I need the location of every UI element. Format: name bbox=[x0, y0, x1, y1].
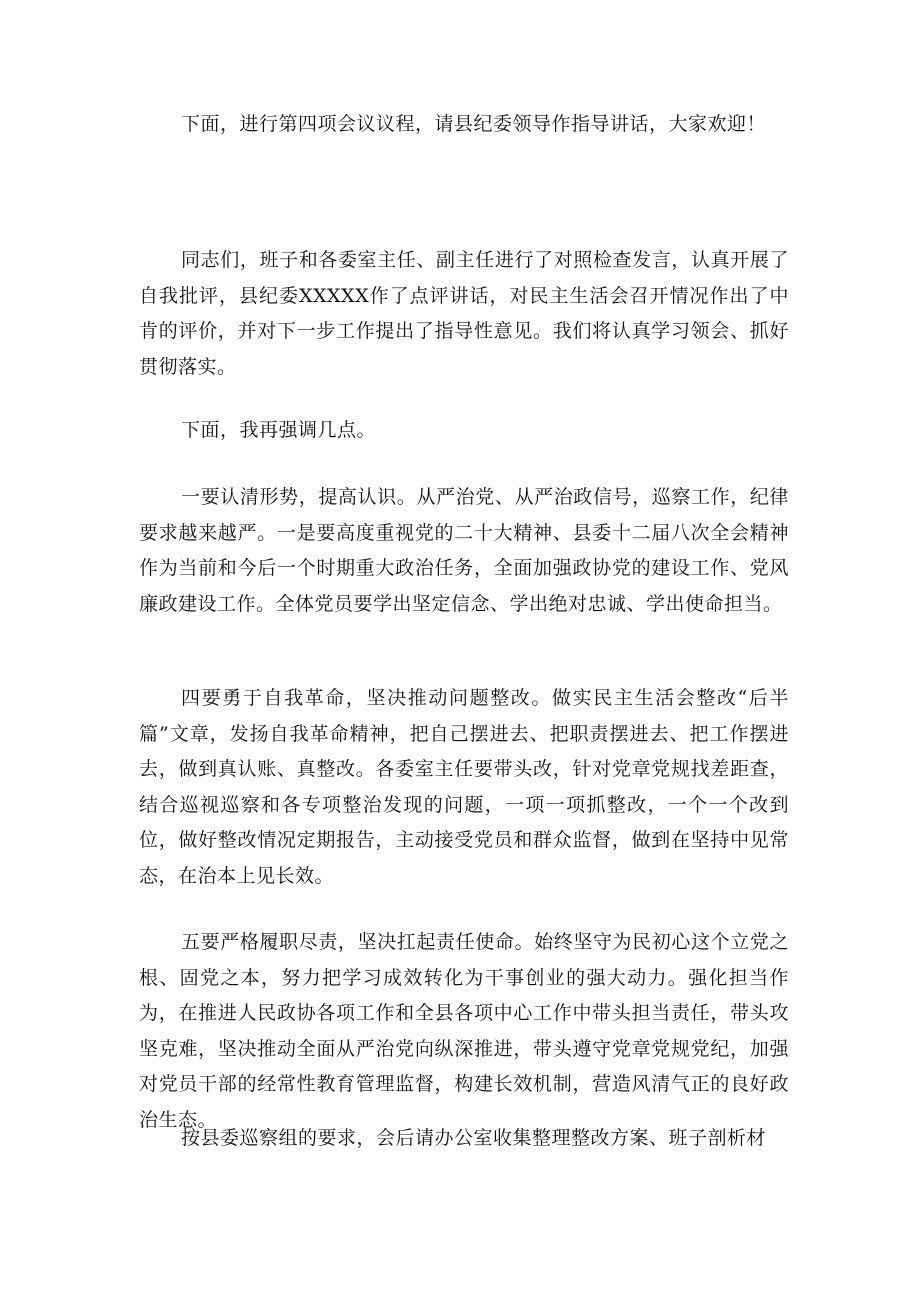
paragraph-emphasis-intro: 下面，我再强调几点。 bbox=[181, 419, 377, 441]
paragraph-point-one: 一要认清形势，提高认识。从严治党、从严治政信号，巡察工作，纪律要求越来越严。一是要高度重视党的二十大精神、县委十二届八次全会精神作为当前和今后一个时期重大政治任务，全面加强政协党的建设工作、党风廉政建设工作。全体党员要学出坚定信念、学出绝对忠诚、学出使命担当。 bbox=[139, 486, 789, 615]
paragraph-point-four: 四要勇于自我革命，坚决推动问题整改。做实民主生活会整改“后半篇”文章，发扬自我革命精神，把自己摆进去、把职责摆进去、把工作摆进去，做到真认账、真整改。各委室主任要带头改，针对党章党规找差距查，结合巡视巡察和各专项整治发现的问题，一项一项抓整改，一个一个改到位，做好整改情况定期报告，主动接受党员和群众监督，做到在坚持中见常态，在治本上见长效。 bbox=[139, 687, 789, 887]
paragraph-summary: 同志们，班子和各委室主任、副主任进行了对照检查发言，认真开展了自我批评，县纪委XXXXX作了点评讲话，对民主生活会召开情况作出了中肯的评价，并对下一步工作提出了指导性意见。我们将认真学习领会、抓好贯彻落实。 bbox=[139, 249, 789, 378]
paragraph-meeting-agenda: 下面，进行第四项会议议程，请县纪委领导作指导讲话，大家欢迎！ bbox=[181, 113, 767, 135]
paragraph-point-five: 五要严格履职尽责，坚决扛起责任使命。始终坚守为民初心这个立党之根、固党之本，努力把学习成效转化为干事创业的强大动力。强化担当作为，在推进人民政协各项工作和全县各项中心工作中带头担当责任，带头攻坚克难，坚决推动全面从严治党向纵深推进，带头遵守党章党规党纪，加强对党员干部的经常性教育管理监督，构建长效机制，营造风清气正的良好政治生态。 bbox=[139, 931, 789, 1131]
paragraph-closing-request: 按县委巡察组的要求，会后请办公室收集整理整改方案、班子剖析材 bbox=[181, 1127, 767, 1149]
